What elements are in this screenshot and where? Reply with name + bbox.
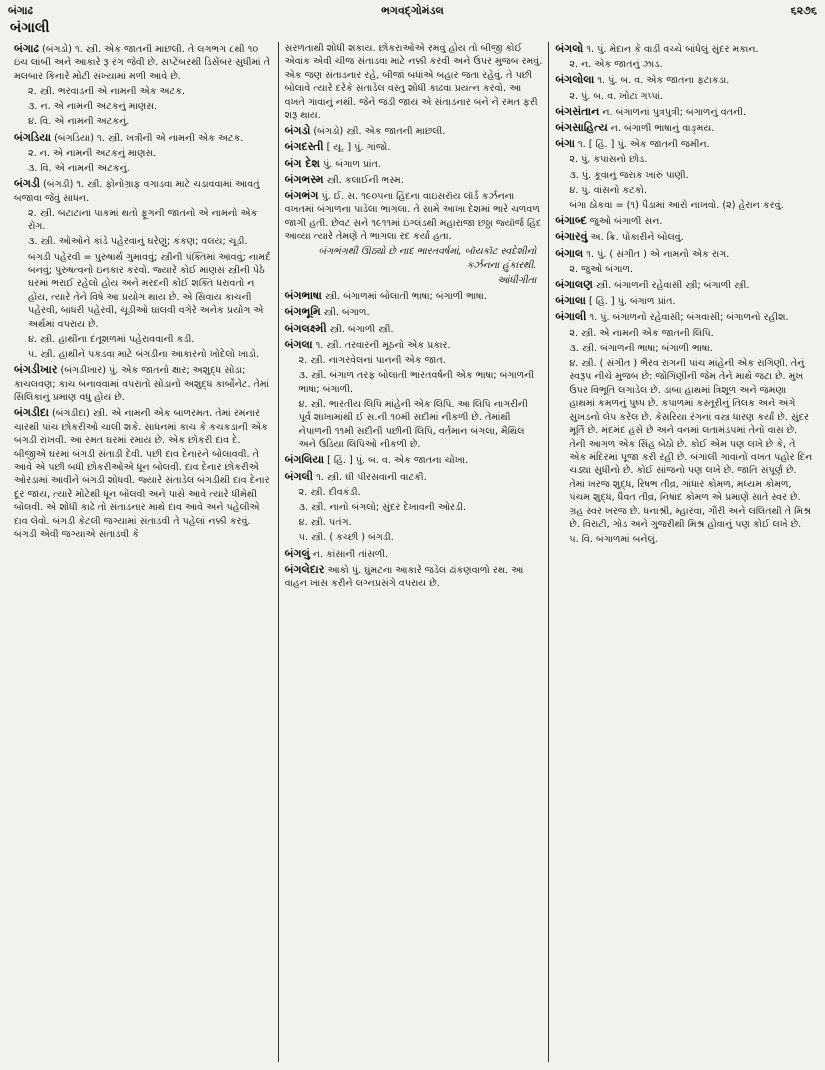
definition-text: ૧. સ્ત્રી. તરવારની મૂઠનો એક પ્રકાર. [315,339,451,351]
definition-text: પું. બંગાળ પ્રાંત. [323,158,381,170]
dictionary-entry [555,42,813,56]
definition-text: (બંગડિયા) ૧. સ્ત્રી. ખત્રીની એ નામની એક અટક. [54,132,244,144]
dictionary-entry [285,398,543,452]
definition-text: સરળતાથી શોધી શકાય. છોકરાઓએ રમવું હોય તો બીજી કોઈ એવાંક એવી ચીજ સંતાડવા માટે નક્કી કરવી અને ઉપર મુજબ રમવું. એક જણ સંતાડનાર રહે, બીજાં બધાંએ બહાર જતા રહેવું. તે પછી બોલાવે ત્યારે દરેકે સંતાડેલ વસ્તુ શોધી કાઢવા પ્રયત્ન કરવો. આ વખતે ગાવાનું નથી. જેને જડી જાય એ સંતાડનાર બને ને રમત ફરી શરૂ થાય. [284,43,543,122]
definition-text: ૫. સ્ત્રી. હાથીને પકડવા માટે બંગડીના આકારનો ખોદેલો ખાડો. [28,349,260,361]
definition-text: ૪. સ્ત્રી. ભારતીય લિપિ માંહેની એક લિપિ. આ લિપિ નાગરીની પૂર્વ શાખામાંથી ઈ સ.ની ૧૦મી સદીમાં નીકળી છે. તેમાંથી નેપાળની ૧૧મી સદીની પછીની લિપિ, વર્તમાન બંગલા, મૈથિલ અને ઉડિયા લિપિઓ નીકળી છે. [298,398,528,451]
dictionary-entry [285,274,543,287]
definition-text: ૫. વિ. બંગાળમાં બનેલું. [569,534,658,546]
definition-text: પું. ઈ. સ. ૧૯૦૫ના હિંદના વાઇસરૉય લૉર્ડ કર્ઝનના વખતમાં બંગાળના પાડેલા ભાગલા. તે સામે આખા દેશમાં ભારે ચળવળ જાગી હતી. છેવટ સને ૧૯૧૧માં ઇંગ્લંડથી મહારાજા છઠ્ઠા જ્યૉર્જ હિંદ આવ્યા ત્યારે તેમણે તે ભાગલા રદ કર્યા હતા. [284,191,542,243]
definition-text: ૨. સ્ત્રી. નાગરવેલનાં પાનની એક જાત. [298,355,446,367]
definition-text: ૨. ન. એ નામની અટકનું માણસ. [28,147,157,159]
definition-text: (બંગડીદા) સ્ત્રી. એ નામની એક બાળરમત. તેમાં રમનાર ચારથી પાંચ છોકરીઓ ચાલી શકે. સાધનમાં કાચ કે કચકડાની એક બંગડી રાખવી. આ રમત ઘરમાં રમાય છે. એક છોકરી દાવ દે. બીજીએ ઘરમાં બંગડી સંતાડી દેવી. પછી દાવ દેનારને બોલાવવી. તે આવે એ પછી બધી છોકરીઓએ ધૂન બોલવી. દાવ દેનાર છોકરીએ ઓરડામાં આવીને બંગડી શોધવી. જ્યારે સંતાડેલ બંગડીથી દાવ દેનાર દૂર જાય, ત્યારે મોટેથી ધૂન બોલવી અને પાસે આવે ત્યારે ધીમેથી બોલવી. એ શોધી કાઢે તો સંતાડનાર માથે દાવ આવે અને પહેલીએ દાવ લેવો. બંગડી કેટલી જગ્યામાં સંતાડવી તે પહેલાં નક્કી કરવું. બંગડી એવી જગ્યાએ સંતાડવી કે [14,408,270,540]
dictionary-entry [555,199,813,212]
definition-text: ૨. પું. બ. વ. ખોટાં ગપ્પાં. [569,90,664,102]
dictionary-entry [14,147,272,160]
headword: બંગલક્ષ્મી [284,321,327,335]
dictionary-entry [285,322,543,336]
definition-text: બંગડી પહેરવી = પુરુષાર્થ ગુમાવવું; સ્ત્રીની પંક્તિમાં આવવું; નામર્દ બનવું; પુરુષત્વનો ઇનકાર કરવો. જ્યારે કોઈ માણસ સ્ત્રીની પેઠે ઘરમાં ભરાઈ રહેલો હોય અને મરદની કોઈ શક્તિ ધરાવતો ન હોય, ત્યારે તેને વિષે આ પ્રયોગ થાય છે. એ સિવાય કાચની પહેરવી, બાધરી પહેરવી, ચૂડીઓ ઘાલવી વગેરે અનેક પ્રયોગ એ અર્થમાં વપરાય છે. [28,251,271,330]
headword: બંગલોલા [555,73,595,87]
definition-text: ૧. પું. બંગાળનો રહેવાસી; બંગવાસી; બંગાળનો રહીશ. [589,312,789,324]
dictionary-entry [555,90,813,103]
column-3 [548,42,819,1062]
dictionary-entry [285,305,543,319]
definition-text: આંધીગીતા [497,275,537,287]
headword: બંગડો [284,124,311,138]
dictionary-entry [285,531,543,544]
definition-text: ૫. સ્ત્રી. ( કચ્છી ) બંગડી. [298,532,394,544]
definition-text: ૩. સ્ત્રી. બંગાળની ભાષા; બંગાળી ભાષા. [569,342,713,354]
definition-text: [ હિં. ] પું. બંગાળ પ્રાંત. [588,296,676,308]
dictionary-entry [14,207,272,234]
dictionary-entry [285,189,543,244]
dictionary-entry [555,263,813,276]
dictionary-columns [8,42,819,1062]
definition-text: ૧. પું. ( સંગીત ) એ નામનો એક રાગ. [586,248,730,260]
definition-text: ૪. પું. વાંસનો કટકો. [569,184,647,196]
headword: બંગાલ [555,246,584,260]
headword: બંગડીખાર [14,363,58,377]
dictionary-entry [285,289,543,303]
definition-text: ૪. વિ. એ નામની અટકનું. [28,116,130,128]
dictionary-entry [285,516,543,529]
dictionary-entry [285,124,543,138]
dictionary-entry [285,369,543,396]
dictionary-entry [14,85,272,98]
definition-text: ૪. સ્ત્રી. હાથીના દંતૂશળમાં પહેરાવવાની કડી. [28,333,195,345]
definition-text: ન. બંગાળી ભાષાનું વાઙ્મય. [610,123,715,135]
definition-text: (બંગડો) સ્ત્રી. એક જાતની માછલી. [313,126,446,138]
dictionary-entry [285,453,543,467]
headword: બંગભાષા [284,289,322,303]
definition-text: (બંગડો) ૧. સ્ત્રી. એક જાતની માછલી. તે લગભગ ૮થી ૧૦ ઇંચ લાંબી અને આકારે રૂ રંગ જેવી છે. સપ્ટેંબરથી ડિસેંબર સુધીમાં તે મલબાર કિનારે મોટી સંખ્યામાં મળી આવે છે. [14,44,271,82]
dictionary-entry [555,105,813,119]
definition-text: ૧. પું. મેદાન કે વાડી વચ્ચે બાંધેલું સુંદર મકાન. [586,44,759,55]
dictionary-entry [14,100,272,113]
headword: બંગભંગ [284,189,319,203]
definition-text: (બંગડી) ૧. સ્ત્રી. ફોનોગ્રાફ વગાડવા માટે ચડાવવામાં આવતું બજાવા જેવું સાધન. [14,179,260,204]
dictionary-entry [285,486,543,499]
headword: બંગલી [284,469,313,483]
dictionary-entry [14,177,272,205]
dictionary-entry [285,470,543,484]
headword: બંગારવું [555,230,588,244]
page-header [8,4,817,20]
definition-text: ૩. સ્ત્રી. નાનો બંગલો; સુંદર દેખાવની ઓરડી. [298,501,467,513]
dictionary-entry [555,327,813,340]
dictionary-entry [555,230,813,244]
headword: બંગડીદા [14,406,49,420]
headword: બંગડી [14,177,41,191]
headword: બંગલો [555,42,584,55]
dictionary-entry [14,115,272,128]
dictionary-entry [14,251,272,331]
dictionary-entry [14,363,272,404]
definition-text: જુઓ બંગાળી સન. [589,216,663,228]
headword: બંગાલણ [555,278,593,292]
dictionary-entry [14,333,272,346]
dictionary-entry [555,278,813,292]
dictionary-entry [555,121,813,135]
dictionary-entry [555,294,813,308]
definition-text: ૨. સ્ત્રી. બટાટાના પાકમાં થતો ફૂગની જાતનો એ નામનો એક રોગ. [28,207,258,233]
headword: બંગાઢ [14,42,40,55]
dictionary-entry [555,169,813,182]
section-heading: બંગાલી [10,20,50,36]
headword: બંગભૂમિ [284,305,321,319]
definition-text: સ્ત્રી. બંગાળમાં બોલાતી ભાષા; બંગાળી ભાષા. [324,291,487,303]
definition-text: ન. કાંસાની તાંસળી. [312,548,389,560]
definition-text: [ હિં. ] પું. બ. વ. એક જાતના ચોખા. [327,455,469,467]
definition-text: ૨. સ્ત્રી. એ નામની એક જાતની લિપિ. [569,327,714,339]
headword: બંગાબ્દ [555,214,587,228]
definition-text: ૧. સ્ત્રી. ઘી પીરસવાની વાટકી. [316,471,427,483]
definition-text: સ્ત્રી. કલાઈની ભસ્મ. [326,174,404,186]
dictionary-entry [14,406,272,541]
dictionary-entry [285,338,543,352]
definition-text: ૨. સ્ત્રી. દીવકંડી. [298,486,361,498]
dictionary-entry [555,342,813,355]
definition-text: અ. ક્રિ. પોકારીને બોલવું. [590,232,684,244]
headword: બંગ દેશ [284,156,320,170]
headword: બંગલા [284,337,313,351]
dictionary-entry [14,162,272,175]
definition-text: ૪. સ્ત્રી. ( સંગીત ) ભૈરવ રાગની પાંચ માંહેની એક રાગિણી. તેનું સ્વરૂપ નીચે મુજબ છે: જોગિણીની જેમ તેને માથે જટા છે. મુખ ઉપર વિભૂતિ લગાડેલ છે. ડાબા હાથમાં ત્રિશૂળ અને જમણા હાથમાં કમળનું પુષ્પ છે. કપાળમાં કસ્તૂરીનું તિલક અને અંગે સુખડનો લેપ કરેલ છે. કેસરિયા રંગનાં વસ્ત્ર ધારણ કર્યાં છે. સુંદર મૂર્તિ છે. મંદમંદ હસે છે અને વનમાં લતામંડપમાં તેનો વાસ છે. તેની આગળ એક સિંહ બેઠો છે. કોઈ એમ પણ લખે છે કે, તે એક મંદિરમાં પૂજા કરી રહી છે. બંગાલી ગાવાનો વખત પહોર દિન ચડ્યા સુધીનો છે. કોઈ સાંજનો પણ લખે છે. જાતિ સંપૂર્ણ છે. તેમાં ખરજ શુદ્ધ, રિષભ તીવ્ર, ગાંધાર કોમળ, મધ્યમ કોમળ, પંચમ શુદ્ધ, ધૈવત તીવ્ર, નિષાદ કોમળ એ પ્રમાણે સાતે સ્વર છે. ગ્રહ સ્વર ખરજ છે. ધનાશ્રી, મ્હારવા, ગૌરી અને લલિતથી તે મિશ્ર છે. વિરાટી, ગોડ અને ગુજરીથી મિશ્ર હોવાનું પણ કોઈ લખે છે. [569,358,813,530]
headword: બંગડિયા [14,130,52,144]
definition-text: ૨. સ્ત્રી. ભરવાડની એ નામની એક અટક. [28,86,186,98]
dictionary-entry [285,173,543,187]
dictionary-entry [14,348,272,361]
dictionary-entry [285,245,543,272]
definition-text: ૧. પું. બ. વ. એક જાતના ફટાકડા. [597,75,730,87]
dictionary-entry [555,153,813,166]
dictionary-entry [285,42,543,122]
dictionary-entry [285,157,543,171]
headword: બંગભસ્મ [284,172,324,186]
dictionary-entry [555,214,813,228]
dictionary-entry [555,533,813,546]
dictionary-entry [555,310,813,324]
headword: બંગા [555,137,575,151]
dictionary-entry [285,140,543,154]
definition-text: ૨. ન. એક જાતનું ઝાડ. [569,59,663,71]
headword: બંગાલી [555,310,587,324]
definition-text: ૨. જુઓ બંગાળ. [569,263,633,275]
dictionary-entry [14,235,272,248]
headword: બંગલું [284,546,310,560]
definition-text: સ્ત્રી. બંગાળી સ્ત્રી. [329,323,394,335]
headword: બંગસંતાન [555,104,600,118]
definition-text: ૨. પું. કપાસનો છોડ. [569,154,648,166]
definition-text: ન. બંગાળનાં પુત્રપુત્રી; બંગાળનું વતની. [602,106,747,118]
definition-text: ૩. સ્ત્રી. બંગાળ તરફ બોલાતી ભારતવર્ષની એક ભાષા; બંગાળની ભાષા; બંગાળી. [298,370,535,395]
definition-text: આકો પું. ઘુંમટના આકારે જડેલ ઢાંકણવાળો રથ. આ વાહન ખાસ કરીને લગ્નપ્રસંગે વપરાય છે. [284,564,524,590]
dictionary-entry [555,184,813,197]
definition-text: ૧. [ હિં. ] પું. એક જાતની જમીન. [577,139,710,151]
header-book-title: ભગવદ્ગોમંડલ [381,4,444,17]
dictionary-entry [285,563,543,591]
definition-text: ૪. સ્ત્રી. પતંગ. [298,517,352,529]
dictionary-entry [555,357,813,531]
headword: બંગલેદાર [284,562,325,576]
dictionary-entry [555,58,813,71]
dictionary-entry [285,547,543,561]
definition-text: સ્ત્રી. બંગાળની રહેવાસી સ્ત્રી; બંગાળી સ્ત્રી. [595,280,750,292]
definition-text: [ યૂ. ] પું. ગાંજો. [326,142,391,154]
dictionary-entry [555,247,813,261]
headword: બંગદસ્તી [284,140,324,154]
column-1 [8,42,278,1062]
definition-text: ૩. સ્ત્રી. ઓઓને કાંડે પહેરવાનું ઘરેણું; કંકણ; વલય; ચૂડી. [28,236,248,248]
headword: બંગસાહિત્ય [555,121,608,135]
dictionary-entry [14,131,272,145]
definition-text: ૩. વિ. એ નામની અટકનું. [28,163,130,175]
header-page-number: ૬૨૭૬ [790,4,817,17]
definition-text: (બંગડીખાર) પું. એક જાતનો ક્ષાર; અશુદ્ધ સોડા; કાચલવણ; કાચ બનાવવામાં વપરાતો સોડાનો અશુદ્ધ કાર્બોનેટ. તેમાં સિલિકાનું પ્રમાણ વધુ હોય છે. [14,365,270,404]
headword: બંગાલા [555,294,586,308]
dictionary-entry [555,73,813,87]
dictionary-entry [285,354,543,367]
definition-text: સ્ત્રી. બંગાળ. [323,307,370,319]
definition-text: બંગા ઠોકવા = (૧) પૈડામાં આરો નાખવો. (૨) હેરાન કરવું. [569,200,784,212]
column-2 [278,42,549,1062]
dictionary-entry [14,42,272,83]
header-left-guideword: બંગાઢ [8,4,34,17]
dictionary-entry [285,501,543,514]
definition-text: બંગભંગથી ઊઠ્યો છે નાદ ભારતવર્ષમાં, બૉયકૉટ સ્વદેશીનો કર્ઝનના હુંકારથી. [318,246,537,271]
dictionary-entry [555,137,813,151]
definition-text: ૩. ન. એ નામની અટકનું માણસ. [28,101,158,113]
headword: બંગલિયા [284,453,325,467]
definition-text: ૩. પું. કૂવાનું જરાક ખારું પાણી. [569,169,689,181]
